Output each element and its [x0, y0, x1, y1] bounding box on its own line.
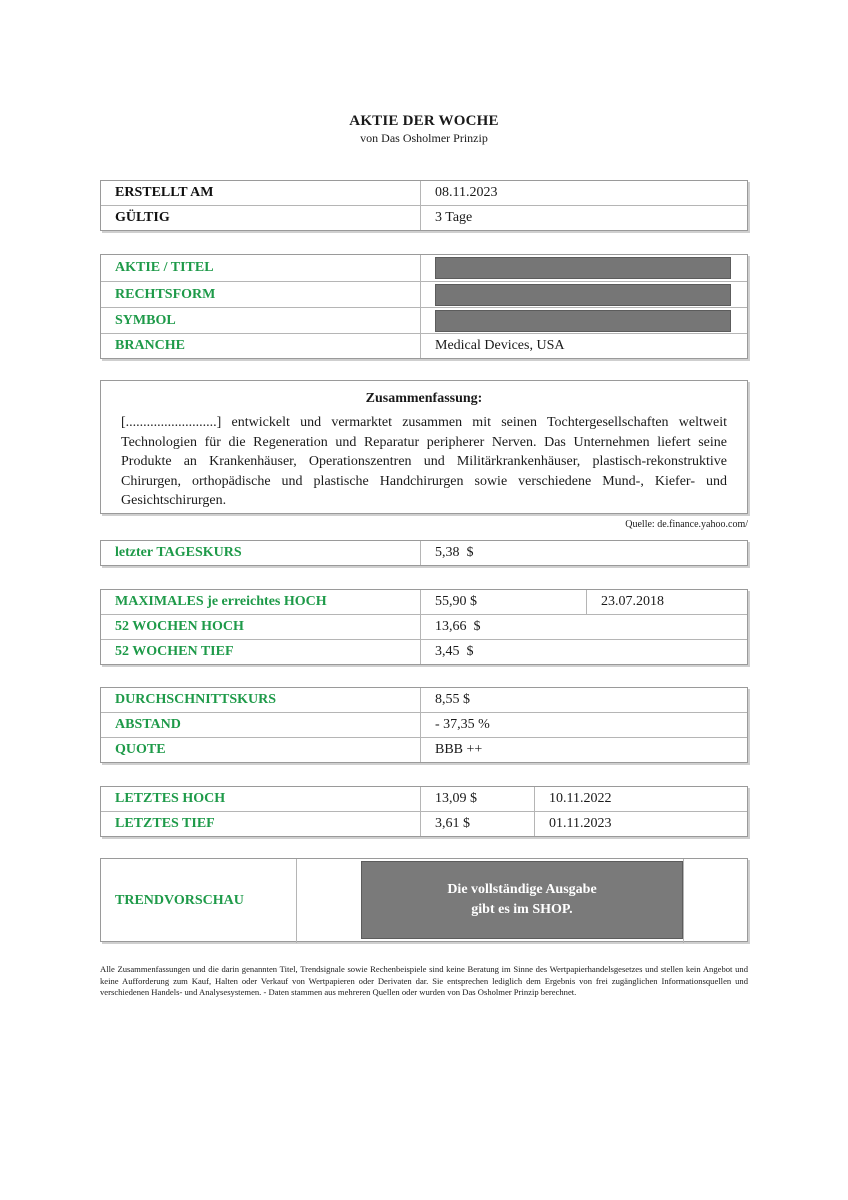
sector-row — [101, 333, 747, 358]
quote-label: QUOTE — [101, 738, 421, 762]
trend-divider — [296, 859, 297, 943]
redacted-block — [435, 284, 731, 306]
shop-line-1: Die vollständige Ausgabe — [447, 882, 597, 897]
created-value: 08.11.2023 — [435, 185, 498, 200]
stock-title-label: AKTIE / TITEL — [101, 255, 421, 281]
disclaimer-text: Alle Zusammenfassungen und die darin genannten Titel, Trendsignale sowie Rechenbeispiele sind keine Beratung im Sinne des Wertpapierhandelsgesetzes und stellen kein Angebot und keine Aufforderung zum Kauf, Halten oder Verkauf von Wertpapieren oder Derivaten dar. Sie entsprechen lediglich dem Ergebnis von frei zugänglichen Informationsquellen und verschiedenen Handels- und Analysesystemen. - Daten stammen aus mehreren Quellen oder wurden von Das Osholmer Prinzip berechnet. — [100, 964, 748, 997]
distance-label: ABSTAND — [101, 713, 421, 737]
legal-form-label: RECHTSFORM — [101, 282, 421, 307]
page-title: AKTIE DER WOCHE — [349, 113, 499, 129]
trend-divider-right — [683, 859, 684, 943]
high52-row — [101, 614, 747, 639]
quote-value: BBB ++ — [435, 742, 483, 757]
created-label: ERSTELLT AM — [101, 181, 421, 205]
recent-low-label: LETZTES TIEF — [101, 812, 421, 836]
low52-value: 3,45 $ — [435, 644, 474, 659]
symbol-row — [101, 307, 747, 333]
last-price-value: 5,38 $ — [435, 545, 474, 560]
title-block — [0, 113, 848, 146]
valid-row — [101, 205, 747, 230]
legal-form-value — [421, 282, 747, 307]
recent-high-value: 13,09 $ — [421, 787, 535, 811]
created-row — [101, 181, 747, 205]
summary-text: [..........................] entwickelt und vermarktet zusammen mit seinen Tochtergesellschaften weltweit Technologien für die Regeneration und Reparatur peripherer Nerven. Das Unternehmen liefert seine Produkte an Krankenhäuser, Operationszentren und Militärkrankenhäuser, plastisch-rekonstruktive Chirurgen, orthopädische und plastische Handchirurgen sowie verschiedene Mund-, Kiefer- und Gesichtschirurgen. — [121, 415, 727, 508]
trend-box — [100, 858, 748, 942]
last-price-label-main: TAGESKURS — [156, 545, 242, 560]
distance-row — [101, 712, 747, 737]
shop-line-2: gibt es im SHOP. — [471, 902, 573, 917]
shop-notice[interactable] — [361, 861, 683, 939]
redacted-block — [435, 310, 731, 332]
recent-low-row — [101, 811, 747, 836]
meta-table — [100, 180, 748, 231]
recent-high-label: LETZTES HOCH — [101, 787, 421, 811]
source-note: Quelle: de.finance.yahoo.com/ — [625, 519, 748, 530]
summary-heading: Zusammenfassung: — [365, 391, 483, 406]
average-table — [100, 687, 748, 763]
avg-label: DURCHSCHNITTSKURS — [101, 688, 421, 712]
high52-label: 52 WOCHEN HOCH — [101, 615, 421, 639]
trend-label: TRENDVORSCHAU — [115, 893, 244, 908]
avg-value: 8,55 $ — [435, 692, 470, 707]
quote-row — [101, 737, 747, 762]
redacted-block — [435, 257, 731, 279]
last-price-table — [100, 540, 748, 566]
page-subtitle: von Das Osholmer Prinzip — [360, 131, 488, 145]
symbol-label: SYMBOL — [101, 308, 421, 333]
last-price-label-prefix: letzter — [115, 545, 157, 560]
max-high-date: 23.07.2018 — [601, 594, 664, 609]
last-price-label — [101, 541, 421, 565]
max-high-label: MAXIMALES je erreichtes HOCH — [101, 590, 421, 614]
legal-form-row — [101, 281, 747, 307]
max-high-value: 55,90 $ — [421, 590, 587, 614]
recent-high-row — [101, 787, 747, 811]
last-price-row — [101, 541, 747, 565]
sector-value: Medical Devices, USA — [435, 338, 565, 353]
stock-title-value — [421, 255, 747, 281]
symbol-value — [421, 308, 747, 333]
highs-table — [100, 589, 748, 665]
low52-label: 52 WOCHEN TIEF — [101, 640, 421, 664]
valid-label: GÜLTIG — [101, 206, 421, 230]
valid-value: 3 Tage — [435, 210, 473, 225]
max-high-row — [101, 590, 747, 614]
recent-low-value: 3,61 $ — [421, 812, 535, 836]
recent-table — [100, 786, 748, 837]
high52-value: 13,66 $ — [435, 619, 481, 634]
summary-box — [100, 380, 748, 514]
recent-high-date: 10.11.2022 — [549, 791, 612, 806]
low52-row — [101, 639, 747, 664]
stock-table — [100, 254, 748, 359]
sector-label: BRANCHE — [101, 334, 421, 358]
stock-title-row — [101, 255, 747, 281]
recent-low-date: 01.11.2023 — [549, 816, 612, 831]
distance-value: - 37,35 % — [435, 717, 490, 732]
avg-row — [101, 688, 747, 712]
